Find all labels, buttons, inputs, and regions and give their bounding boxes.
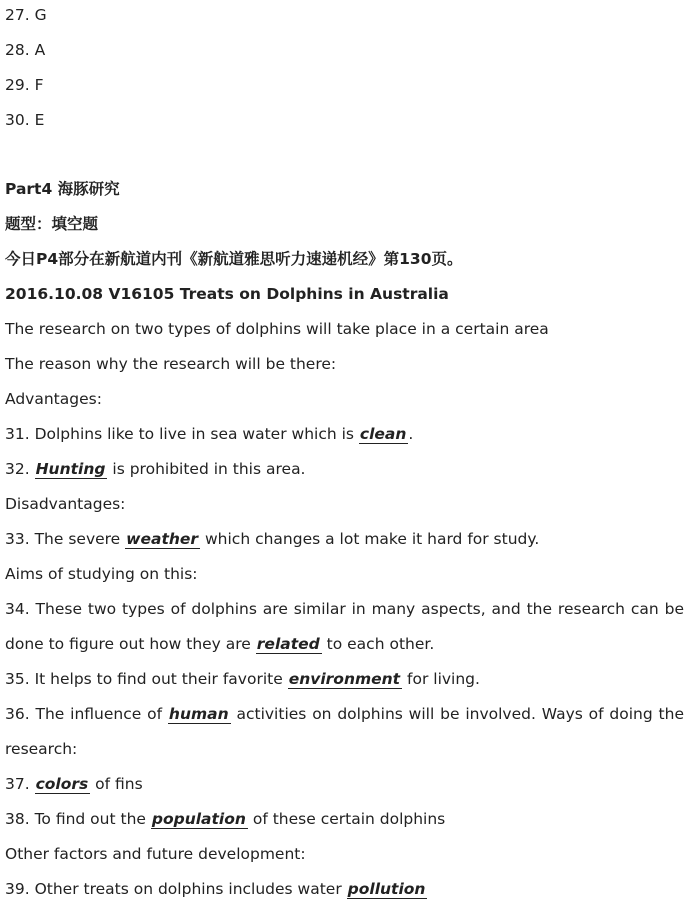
q34-text: done to figure out how they are	[5, 635, 256, 653]
q35-answer: environment	[288, 670, 401, 688]
q33-text-end: which changes a lot make it hard for study.	[200, 530, 540, 548]
q32-text-end: is prohibited in this area.	[107, 460, 306, 478]
q32-text: 32.	[5, 460, 35, 478]
question-33	[5, 526, 684, 552]
question-36-line-2: research:	[5, 740, 78, 758]
answer-29: 29. F	[5, 76, 44, 94]
question-37	[5, 771, 684, 797]
q31-text-end: .	[408, 425, 414, 443]
q39-text: 39. Other treats on dolphins includes water	[5, 880, 347, 898]
disadvantages-label: Disadvantages:	[5, 495, 126, 513]
q32-answer: Hunting	[35, 460, 106, 478]
question-36-line-1	[5, 701, 684, 727]
aims-label: Aims of studying on this:	[5, 565, 198, 583]
answer-27: 27. G	[5, 6, 47, 24]
q31-answer: clean	[359, 425, 407, 443]
source-note: 今日P4部分在新航道内刊《新航道雅思听力速递机经》第130页。	[5, 250, 463, 268]
question-34-line-1: 34. These two types of dolphins are similar in many aspects, and the research can be	[5, 600, 684, 618]
advantages-label: Advantages:	[5, 390, 102, 408]
q34-answer: related	[256, 635, 320, 653]
question-38	[5, 806, 684, 832]
intro-line-1: The research on two types of dolphins will take place in a certain area	[5, 320, 549, 338]
q37-answer: colors	[35, 775, 89, 793]
q31-text: 31. Dolphins like to live in sea water which is	[5, 425, 359, 443]
q38-text: 38. To find out the	[5, 810, 151, 828]
q39-answer: pollution	[347, 880, 426, 898]
part-title: Part4 海豚研究	[5, 180, 120, 198]
other-factors-label: Other factors and future development:	[5, 845, 306, 863]
q36-answer: human	[168, 705, 229, 723]
q33-text: 33. The severe	[5, 530, 126, 548]
intro-line-2: The reason why the research will be there:	[5, 355, 337, 373]
q35-text-end: for living.	[402, 670, 480, 688]
q38-answer: population	[151, 810, 246, 828]
question-type: 题型：填空题	[5, 215, 99, 233]
question-34-line-2	[5, 631, 684, 657]
q37-text-end: of fins	[90, 775, 143, 793]
question-32	[5, 456, 684, 482]
q35-text: 35. It helps to find out their favorite	[5, 670, 288, 688]
question-39	[5, 876, 684, 902]
answer-28: 28. A	[5, 41, 46, 59]
q36-text: 36. The influence of	[5, 705, 168, 723]
question-31	[5, 421, 684, 447]
session-heading: 2016.10.08 V16105 Treats on Dolphins in Australia	[5, 285, 449, 303]
q36-text-end: activities on dolphins will be involved. Ways of doing the	[230, 705, 684, 723]
question-35	[5, 666, 684, 692]
q33-answer: weather	[126, 530, 199, 548]
answer-30: 30. E	[5, 111, 45, 129]
q38-text-end: of these certain dolphins	[247, 810, 446, 828]
q34-text-end: to each other.	[321, 635, 435, 653]
q37-text: 37.	[5, 775, 35, 793]
